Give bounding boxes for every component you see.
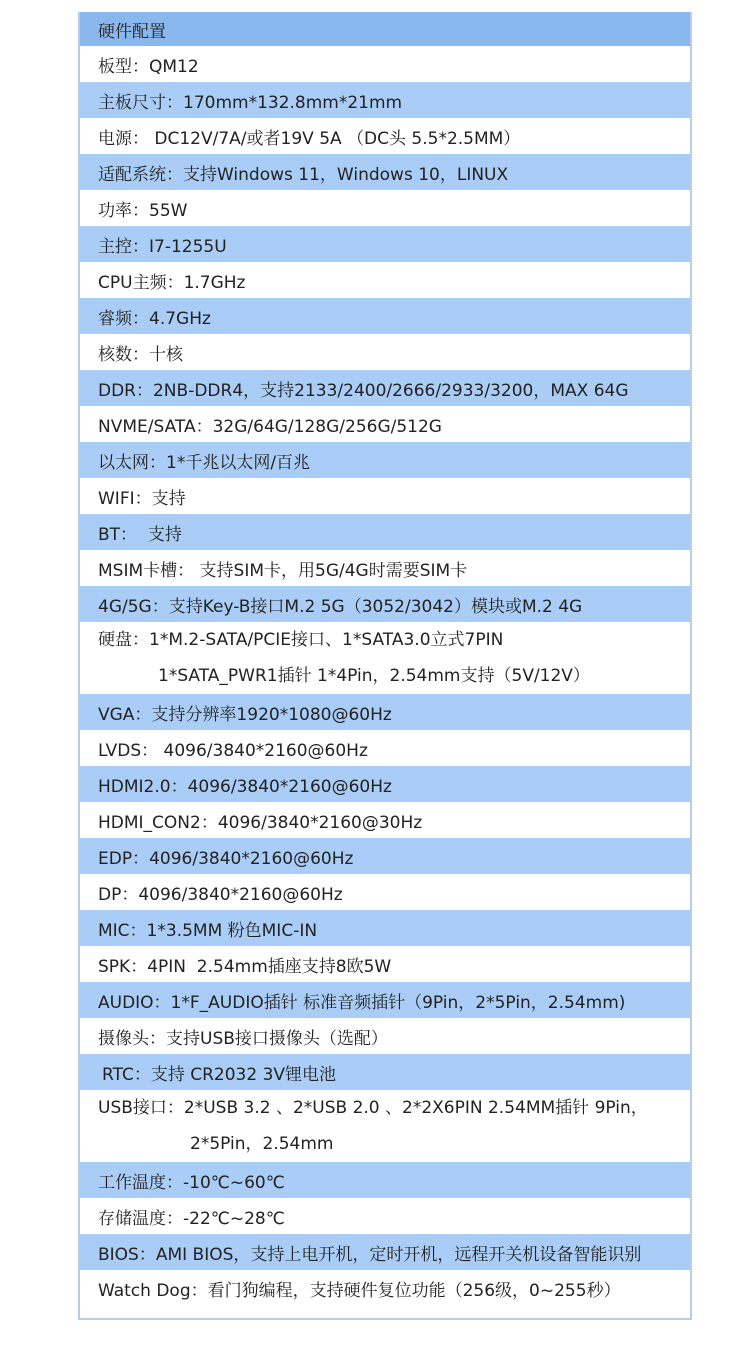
- spec-text: 存储温度：-22℃~28℃: [98, 1208, 285, 1229]
- spec-row-rtc: [80, 1054, 690, 1090]
- spec-text: 摄像头：支持USB接口摄像头（选配）: [98, 1028, 388, 1049]
- spec-row-spk: [80, 946, 690, 982]
- spec-row-mic: [80, 910, 690, 946]
- spec-text: 功率：55W: [98, 200, 188, 221]
- spec-row-camera: [80, 1018, 690, 1054]
- spec-row-hdmi-con2: [80, 802, 690, 838]
- spec-text: 适配系统：支持Windows 11，Windows 10，LINUX: [98, 164, 509, 185]
- spec-text: 板型：QM12: [98, 56, 199, 77]
- spec-text: BIOS：AMI BIOS，支持上电开机，定时开机，远程开关机设备智能识别: [98, 1244, 642, 1265]
- spec-row-usb: [80, 1090, 690, 1162]
- spec-text: 主板尺寸：170mm*132.8mm*21mm: [98, 92, 403, 113]
- spec-text: HDMI2.0：4096/3840*2160@60Hz: [98, 776, 392, 797]
- spec-row-storage: [80, 406, 690, 442]
- spec-text: AUDIO：1*F_AUDIO插针 标准音频插针（9Pin，2*5Pin，2.54mm): [98, 992, 626, 1013]
- spec-row-turbo: [80, 298, 690, 334]
- spec-row-disk: [80, 622, 690, 694]
- spec-text: 主控：I7-1255U: [98, 236, 227, 257]
- spec-row-power: [80, 190, 690, 226]
- spec-row-storage-temp: [80, 1198, 690, 1234]
- spec-row-msim: [80, 550, 690, 586]
- spec-text: USB接口：2*USB 3.2 、2*USB 2.0 、2*2X6PIN 2.54MM插针 9Pin，: [98, 1098, 648, 1118]
- spec-text: 以太网：1*千兆以太网/百兆: [98, 452, 311, 473]
- spec-table: [80, 12, 690, 1306]
- spec-row-cpu: [80, 226, 690, 262]
- spec-row-power-supply: [80, 118, 690, 154]
- spec-row-wifi: [80, 478, 690, 514]
- spec-text-continued: 1*SATA_PWR1插针 1*4Pin，2.54mm支持（5V/12V）: [158, 666, 590, 686]
- spec-text: BT： 支持: [98, 524, 182, 545]
- spec-text: 核数：十核: [98, 344, 183, 365]
- spec-row-cores: [80, 334, 690, 370]
- spec-row-bt: [80, 514, 690, 550]
- spec-text: RTC：支持 CR2032 3V锂电池: [102, 1064, 337, 1085]
- spec-row-ethernet: [80, 442, 690, 478]
- spec-text: VGA：支持分辨率1920*1080@60Hz: [98, 704, 392, 725]
- spec-row-hdmi20: [80, 766, 690, 802]
- spec-text: EDP：4096/3840*2160@60Hz: [98, 848, 354, 869]
- spec-text: 电源： DC12V/7A/或者19V 5A （DC头 5.5*2.5MM）: [98, 128, 521, 149]
- spec-row-board-size: [80, 82, 690, 118]
- spec-row-cpu-freq: [80, 262, 690, 298]
- spec-row-4g5g: [80, 586, 690, 622]
- spec-text: DP：4096/3840*2160@60Hz: [98, 884, 343, 905]
- spec-row-lvds: [80, 730, 690, 766]
- spec-text: WIFI：支持: [98, 488, 186, 509]
- spec-row-ddr: [80, 370, 690, 406]
- spec-text: 4G/5G：支持Key-B接口M.2 5G（3052/3042）模块或M.2 4G: [98, 596, 583, 617]
- spec-text-continued: 2*5Pin，2.54mm: [190, 1134, 334, 1154]
- spec-row-audio: [80, 982, 690, 1018]
- spec-row-watchdog: [80, 1270, 690, 1306]
- spec-row-board-type: [80, 46, 690, 82]
- spec-table-header: [80, 12, 690, 46]
- spec-text: SPK：4PIN 2.54mm插座支持8欧5W: [98, 956, 392, 977]
- spec-row-dp: [80, 874, 690, 910]
- spec-row-edp: [80, 838, 690, 874]
- spec-text: LVDS： 4096/3840*2160@60Hz: [98, 740, 368, 761]
- spec-row-vga: [80, 694, 690, 730]
- spec-text: NVME/SATA：32G/64G/128G/256G/512G: [98, 416, 442, 437]
- spec-row-bios: [80, 1234, 690, 1270]
- spec-text: DDR：2NB-DDR4，支持2133/2400/2666/2933/3200，MAX 64G: [98, 380, 629, 401]
- header-title: 硬件配置: [98, 21, 166, 42]
- spec-text: MSIM卡槽： 支持SIM卡，用5G/4G时需要SIM卡: [98, 560, 468, 581]
- spec-text: Watch Dog：看门狗编程，支持硬件复位功能（256级，0~255秒）: [98, 1280, 621, 1301]
- spec-text: MIC：1*3.5MM 粉色MIC-IN: [98, 920, 318, 941]
- spec-row-operating-temp: [80, 1162, 690, 1198]
- spec-text: 工作温度：-10℃~60℃: [98, 1172, 285, 1193]
- spec-text: 睿频：4.7GHz: [98, 308, 211, 329]
- spec-row-os: [80, 154, 690, 190]
- spec-text: HDMI_CON2：4096/3840*2160@30Hz: [98, 812, 423, 833]
- spec-text: CPU主频：1.7GHz: [98, 272, 246, 293]
- spec-text: 硬盘：1*M.2-SATA/PCIE接口、1*SATA3.0立式7PIN: [98, 630, 504, 650]
